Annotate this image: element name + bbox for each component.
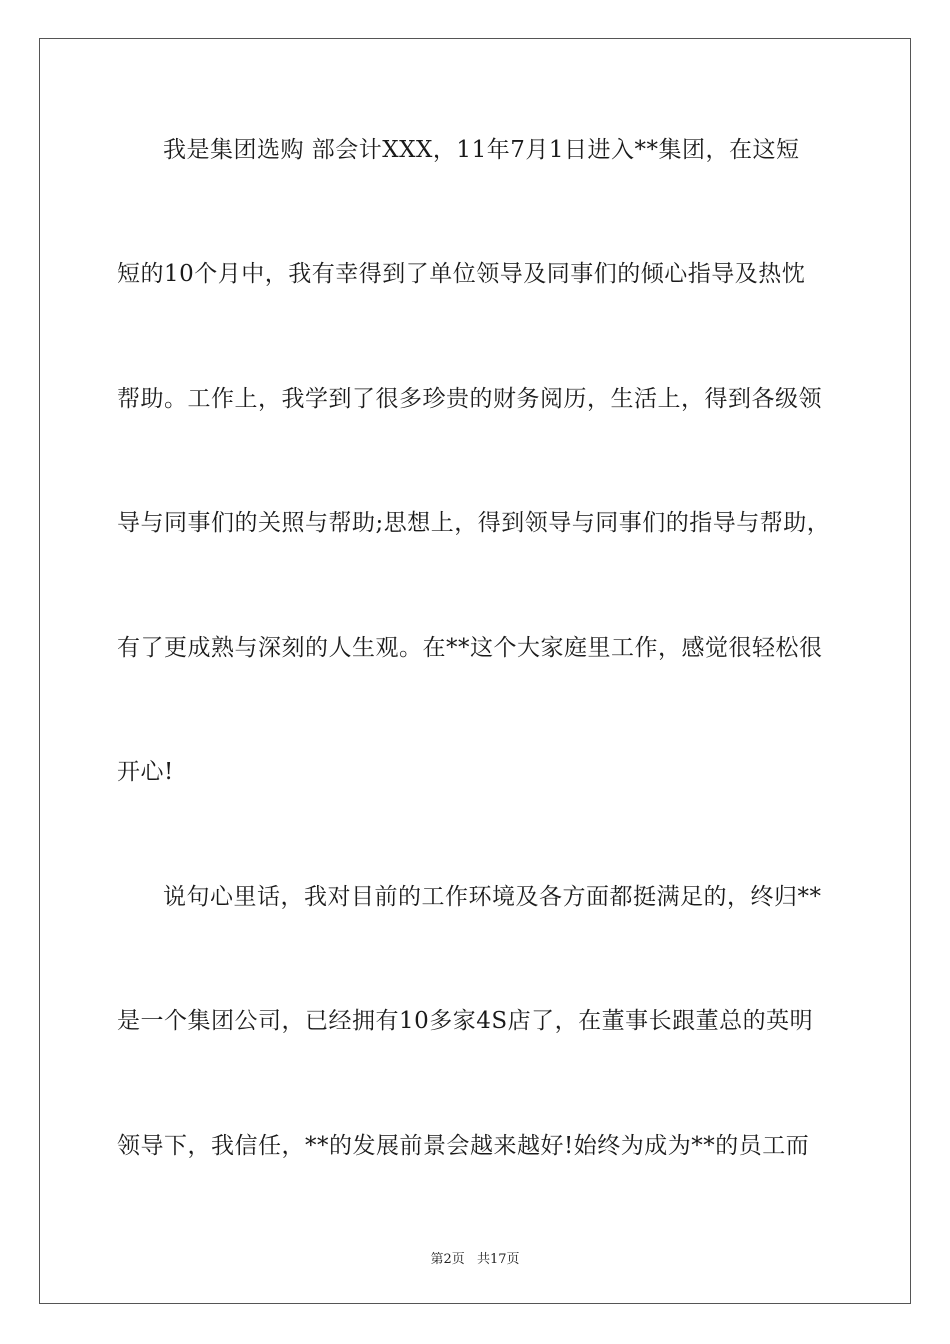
paragraph-line: 导与同事们的关照与帮助;思想上，得到领导与同事们的指导与帮助， <box>117 510 831 536</box>
page-number: 第2页 <box>430 1252 465 1267</box>
paragraph-line: 帮助。工作上，我学到了很多珍贵的财务阅历，生活上，得到各级领 <box>117 386 822 412</box>
page-total: 共17页 <box>476 1252 520 1267</box>
paragraph-line: 我是集团选购 部会计XXX，11年7月1日进入**集团，在这短 <box>163 137 800 163</box>
paragraph-line: 有了更成熟与深刻的人生观。在**这个大家庭里工作，感觉很轻松很 <box>117 635 823 661</box>
paragraph-line: 领导下，我信任，**的发展前景会越来越好!始终为成为**的员工而 <box>117 1133 810 1159</box>
paragraph-line: 短的10个月中，我有幸得到了单位领导及同事们的倾心指导及热忱 <box>117 261 806 287</box>
paragraph-line: 开心! <box>117 759 174 785</box>
paragraph-line: 说句心里话，我对目前的工作环境及各方面都挺满足的，终归** <box>163 884 822 910</box>
paragraph-line: 是一个集团公司，已经拥有10多家4S店了，在董事长跟董总的英明 <box>117 1008 814 1034</box>
page-border <box>39 38 911 1304</box>
page-footer <box>0 1248 950 1267</box>
